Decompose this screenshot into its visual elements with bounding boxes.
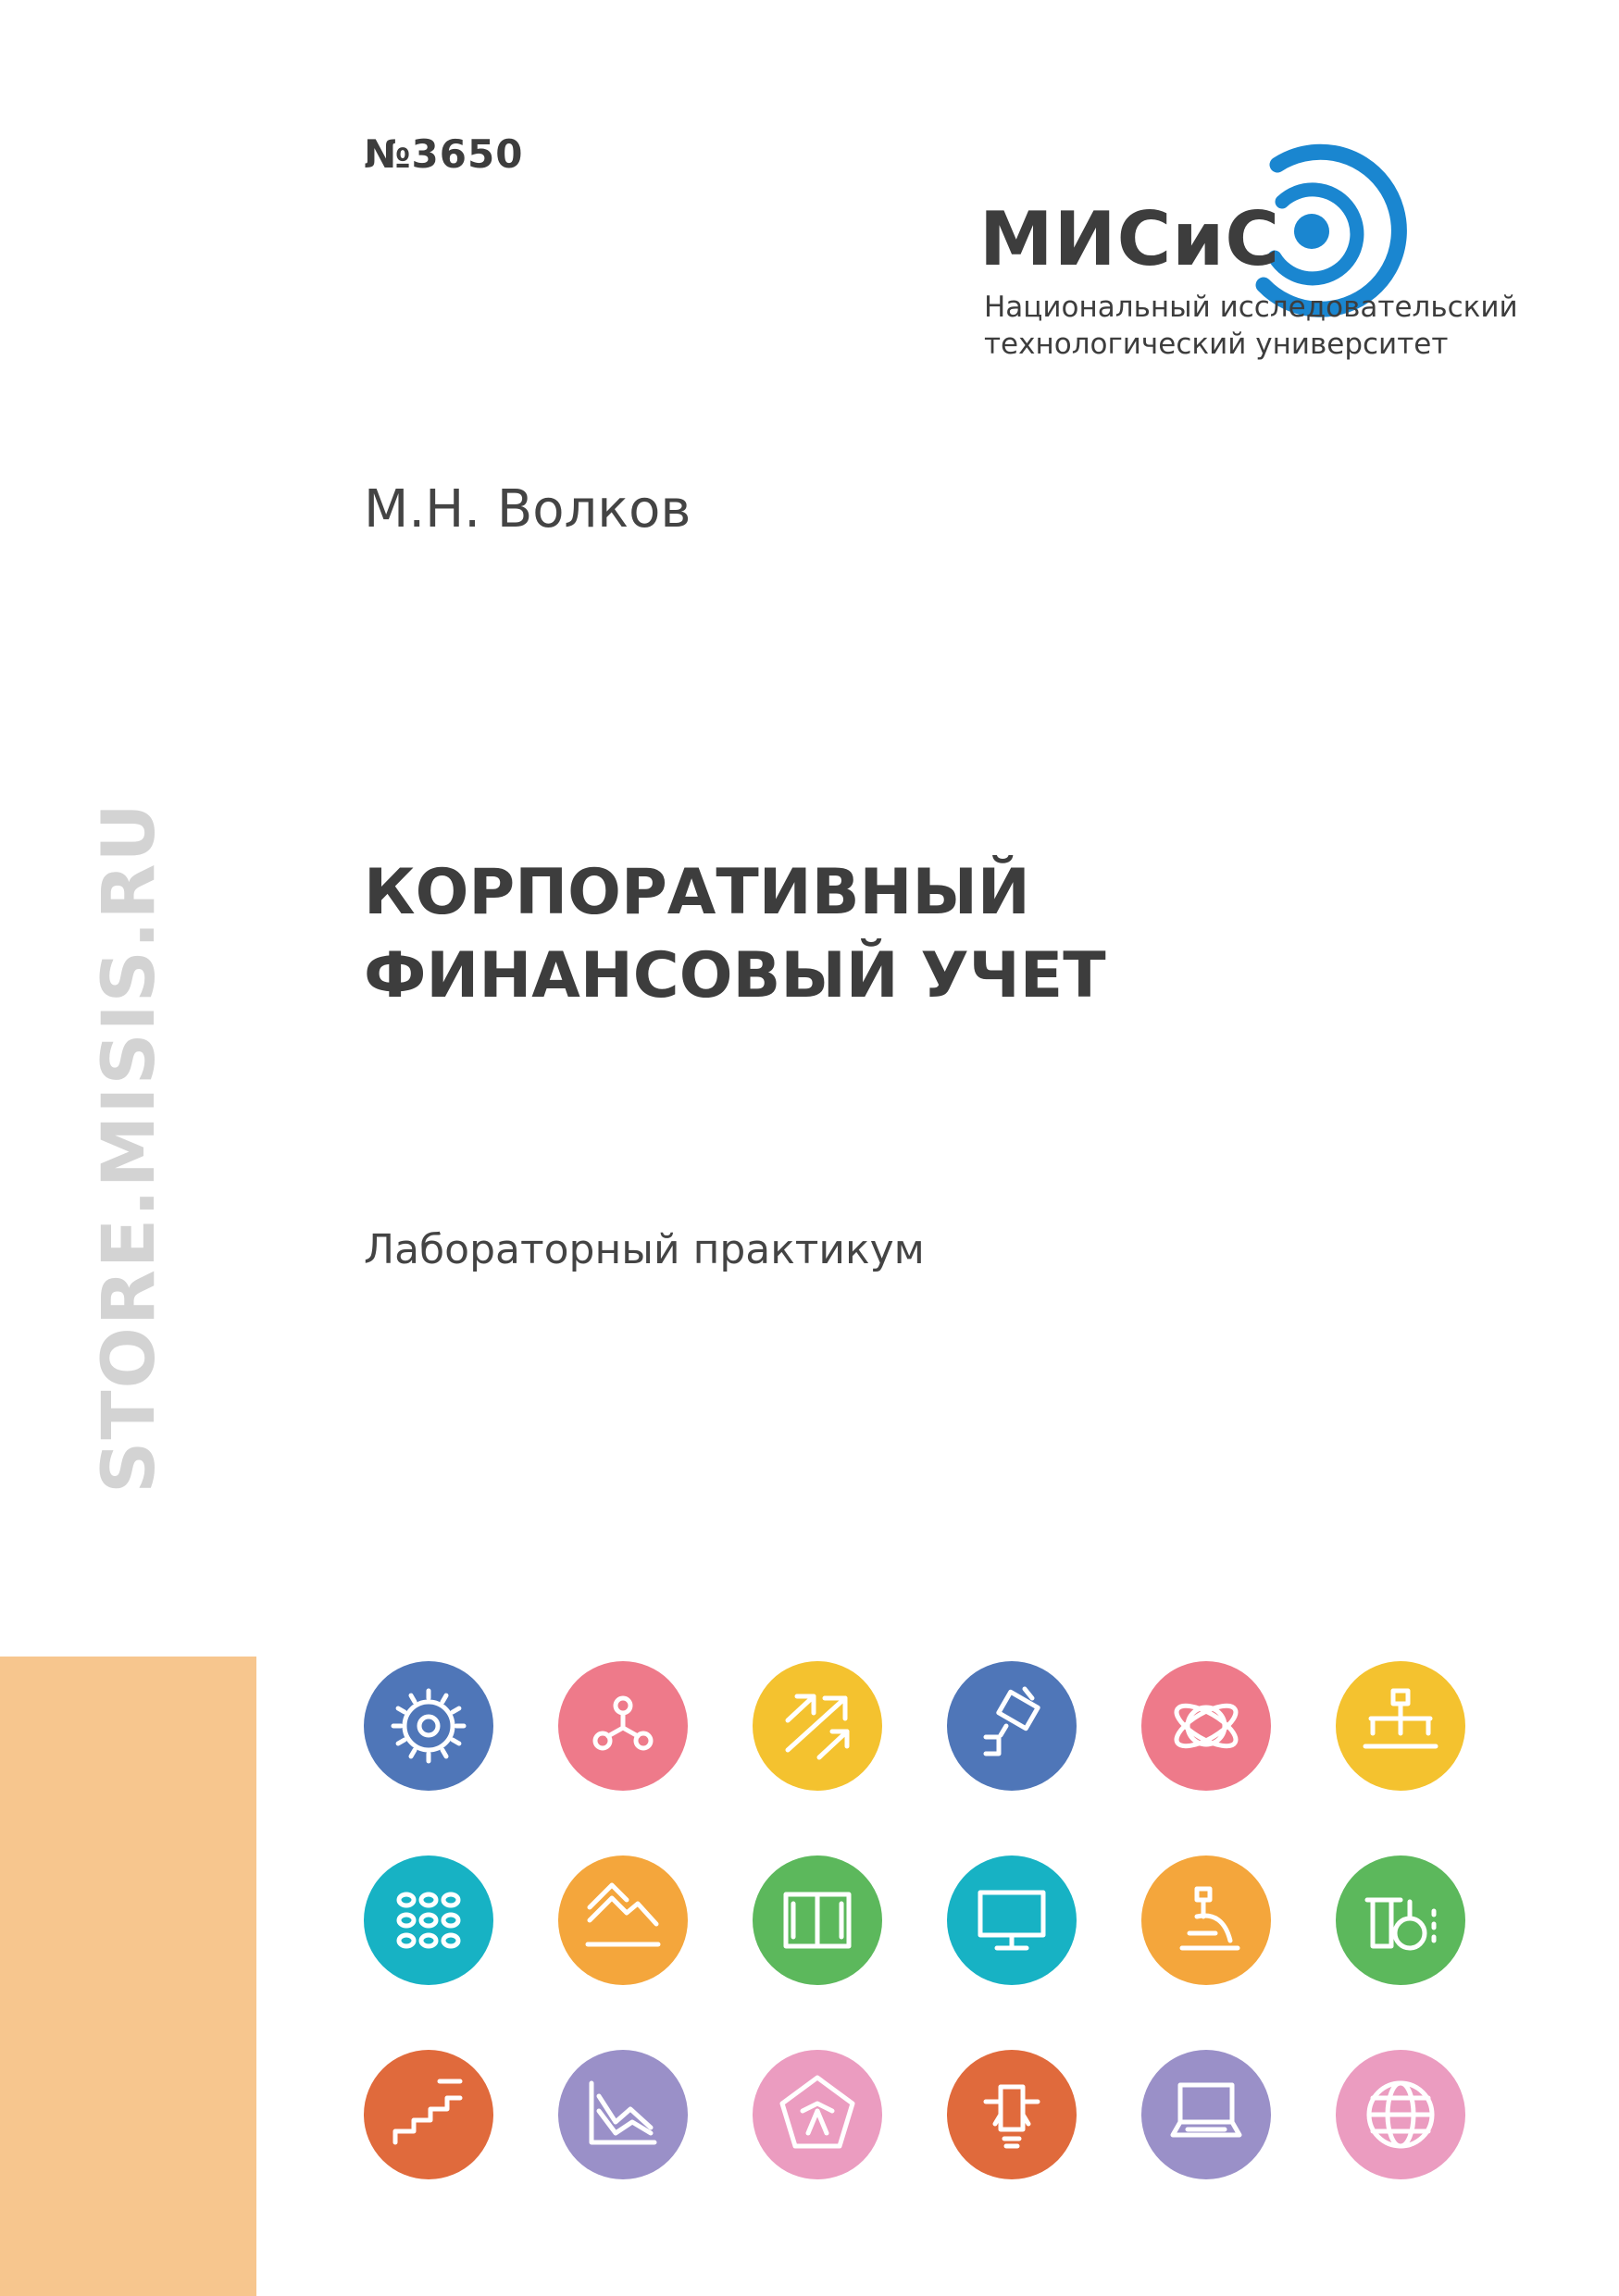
molecule-icon bbox=[558, 1661, 688, 1791]
store-url-text: STORE.MISIS.RU bbox=[88, 801, 171, 1494]
globe-icon bbox=[1336, 2050, 1465, 2179]
book-subtitle: Лабораторный практикум bbox=[364, 1226, 925, 1273]
book-title-line-1: КОРПОРАТИВНЫЙ bbox=[364, 856, 1030, 929]
line-chart-icon bbox=[558, 2050, 688, 2179]
microscope-icon bbox=[1141, 1855, 1271, 1985]
pentagon-icon bbox=[753, 2050, 882, 2179]
logo-wordmark: МИСиС bbox=[979, 196, 1281, 282]
side-color-bar bbox=[0, 1657, 256, 2296]
logo-tagline bbox=[984, 289, 1518, 363]
book-title bbox=[364, 851, 1475, 1018]
monitor-icon bbox=[947, 1855, 1077, 1985]
publication-number: №3650 bbox=[364, 131, 524, 177]
laptop-icon bbox=[1141, 2050, 1271, 2179]
grid-circles-icon bbox=[364, 1855, 493, 1985]
logo-tagline-line-2: технологический университет bbox=[984, 328, 1449, 361]
satellite-icon bbox=[947, 2050, 1077, 2179]
pouring-ladle-icon bbox=[947, 1661, 1077, 1791]
book-title-line-2: ФИНАНСОВЫЙ УЧЕТ bbox=[364, 939, 1106, 1012]
book-icon bbox=[753, 1855, 882, 1985]
logo-tagline-line-1: Национальный исследовательский bbox=[984, 291, 1518, 324]
stairs-icon bbox=[364, 2050, 493, 2179]
mountains-icon bbox=[558, 1855, 688, 1985]
arrows-up-right-icon bbox=[753, 1661, 882, 1791]
gear-icon bbox=[364, 1661, 493, 1791]
atom-icon bbox=[1141, 1661, 1271, 1791]
author-name: М.Н. Волков bbox=[364, 479, 691, 540]
flask-icon bbox=[1336, 1855, 1465, 1985]
hierarchy-icon bbox=[1336, 1661, 1465, 1791]
